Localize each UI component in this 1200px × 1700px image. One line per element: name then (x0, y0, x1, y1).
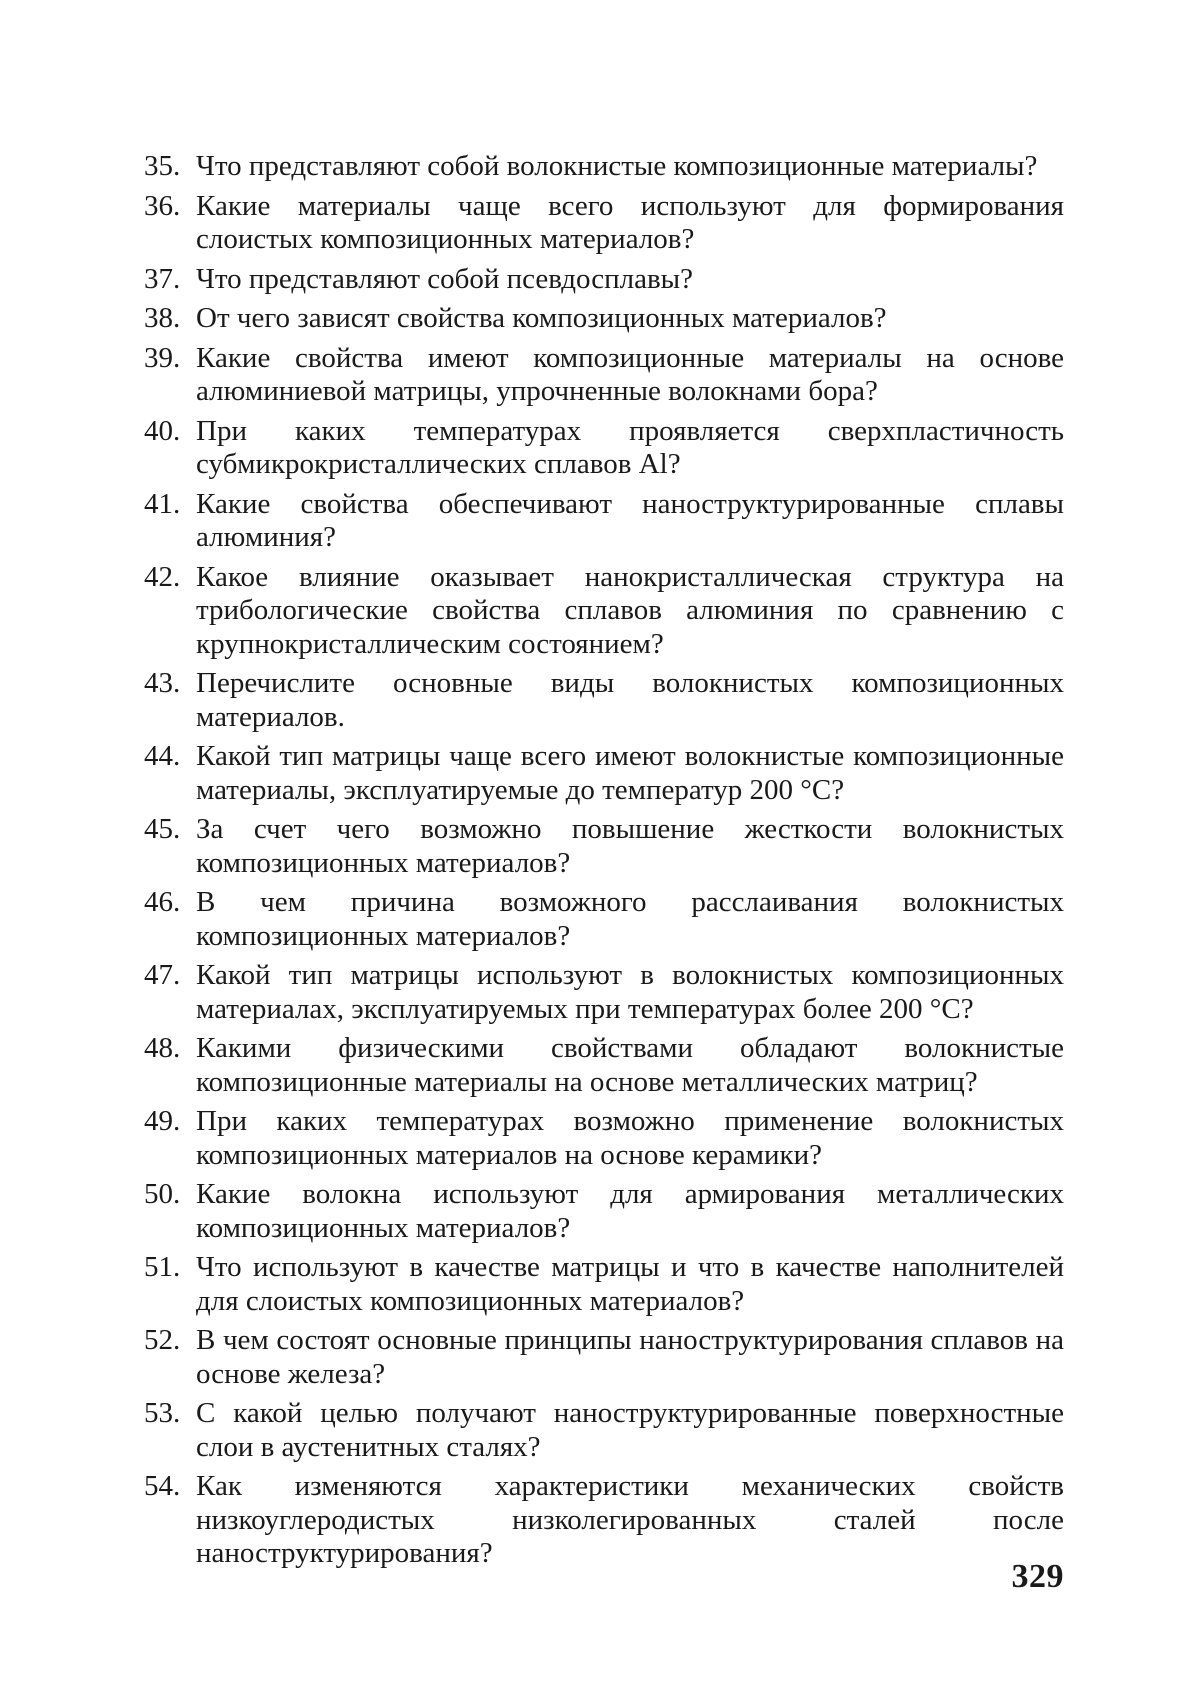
question-text: Какой тип матрицы чаще всего имеют волокнистые композиционные материалы, эксплуатируемые до температур 200 °С? (196, 740, 1064, 806)
question-number: 46. (144, 886, 181, 918)
question-number: 50. (144, 1178, 181, 1210)
question-number: 53. (144, 1397, 181, 1429)
question-item (144, 1032, 1064, 1099)
question-number: 48. (144, 1032, 181, 1064)
question-text: Какими физическими свойствами обладают волокнистые композиционные материалы на основе металлических матриц? (196, 1032, 1064, 1098)
question-list (144, 150, 1064, 1577)
question-number: 36. (144, 189, 181, 222)
question-number: 54. (144, 1470, 181, 1502)
question-text: При каких температурах возможно применение волокнистых композиционных материалов на основе керамики? (196, 1105, 1064, 1171)
question-number: 40. (144, 414, 181, 447)
question-number: 42. (144, 560, 181, 593)
question-number: 51. (144, 1251, 181, 1283)
question-item (144, 415, 1064, 482)
question-number: 41. (144, 487, 181, 520)
question-number: 52. (144, 1324, 181, 1356)
question-item (144, 1324, 1064, 1391)
question-text: С какой целью получают наноструктурированные поверхностные слои в аустенитных сталях? (196, 1397, 1064, 1463)
question-number: 49. (144, 1105, 181, 1137)
question-item (144, 1397, 1064, 1464)
question-item (144, 959, 1064, 1026)
question-item (144, 886, 1064, 953)
question-number: 43. (144, 667, 181, 699)
question-number: 47. (144, 959, 181, 991)
question-text: В чем состоят основные принципы наноструктурирования сплавов на основе железа? (196, 1324, 1064, 1390)
question-item (144, 1470, 1064, 1571)
question-text: Какие свойства обеспечивают наноструктурированные сплавы алюминия? (196, 487, 1064, 553)
question-item (144, 150, 1064, 184)
question-number: 37. (144, 262, 181, 295)
question-number: 39. (144, 341, 181, 374)
question-item (144, 667, 1064, 734)
question-item (144, 813, 1064, 880)
question-item (144, 1251, 1064, 1318)
question-text: Что представляют собой волокнистые композиционные материалы? (196, 150, 1038, 182)
question-text: Какое влияние оказывает нанокристаллическая структура на трибологические свойства сплавов алюминия по сравнению с крупнокристаллическим состоянием? (196, 560, 1064, 660)
question-text: Как изменяются характеристики механических свойств низкоуглеродистых низколегированных сталей после наноструктурирования? (196, 1470, 1064, 1569)
question-text: Какие волокна используют для армирования металлических композиционных материалов? (196, 1178, 1064, 1244)
page-number: 329 (1011, 1558, 1064, 1595)
question-item (144, 561, 1064, 662)
question-item (144, 342, 1064, 409)
question-text: Какие свойства имеют композиционные материалы на основе алюминиевой матрицы, упрочненные волокнами бора? (196, 341, 1064, 407)
question-item (144, 488, 1064, 555)
question-number: 38. (144, 302, 181, 334)
question-text: От чего зависят свойства композиционных материалов? (196, 302, 887, 334)
question-text: За счет чего возможно повышение жесткости волокнистых композиционных материалов? (196, 813, 1064, 879)
question-item (144, 190, 1064, 257)
question-text: Какие материалы чаще всего используют для формирования слоистых композиционных материалов? (196, 189, 1064, 255)
question-text: Что представляют собой псевдосплавы? (196, 262, 693, 295)
question-item (144, 1178, 1064, 1245)
question-text: Какой тип матрицы используют в волокнистых композиционных материалах, эксплуатируемых при температурах более 200 °С? (196, 959, 1064, 1025)
question-item (144, 263, 1064, 297)
question-number: 45. (144, 813, 181, 845)
question-item (144, 1105, 1064, 1172)
question-text: В чем причина возможного расслаивания волокнистых композиционных материалов? (196, 886, 1064, 952)
question-number: 44. (144, 740, 181, 772)
question-number: 35. (144, 150, 181, 182)
question-text: При каких температурах проявляется сверхпластичность субмикрокристаллических сплавов Al? (196, 414, 1064, 480)
question-text: Перечислите основные виды волокнистых композиционных материалов. (196, 667, 1064, 733)
question-item (144, 740, 1064, 807)
question-text: Что используют в качестве матрицы и что в качестве наполнителей для слоистых композиционных материалов? (196, 1251, 1064, 1317)
question-item (144, 302, 1064, 336)
